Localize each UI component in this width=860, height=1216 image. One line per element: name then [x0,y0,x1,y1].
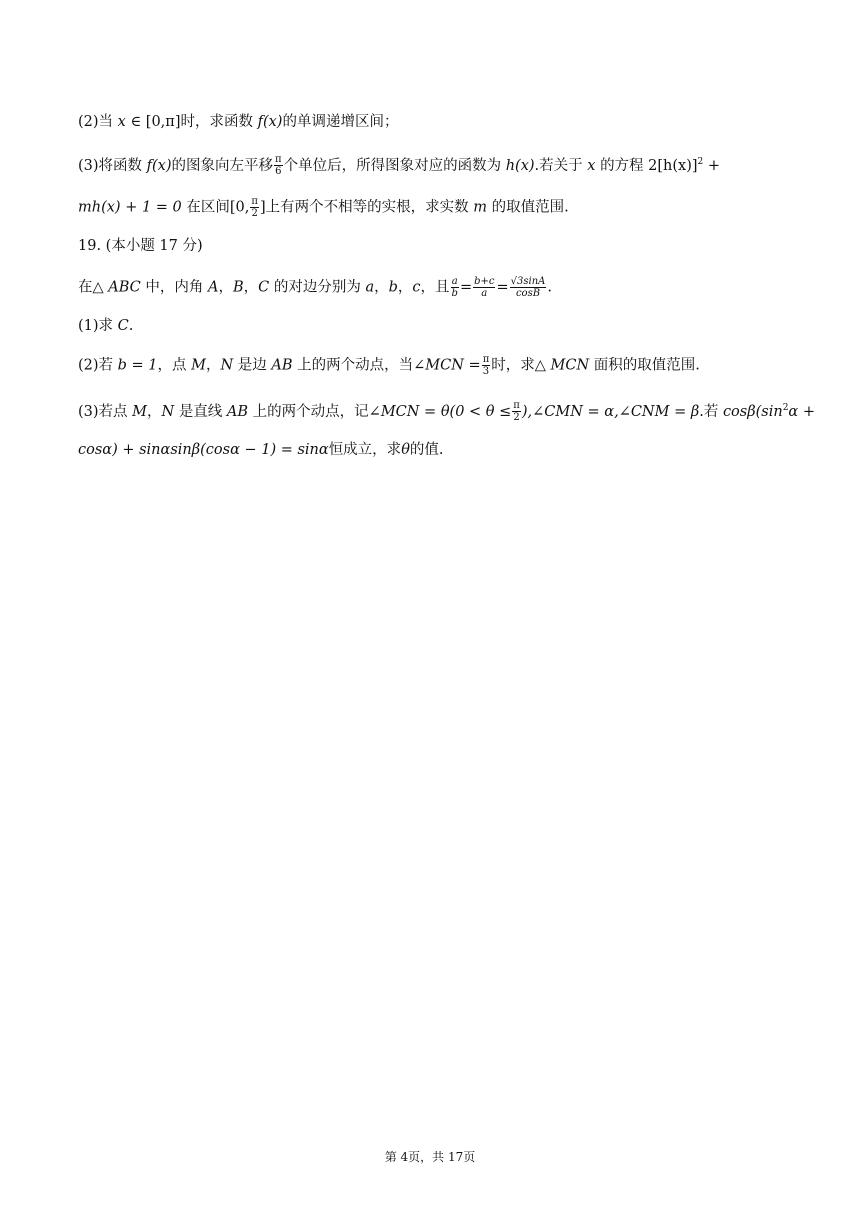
text: 的单调递增区间； [282,114,399,130]
text: 上的两个动点，当 [297,357,414,374]
q18-part2 [78,112,398,132]
page-footer: 第 4页，共 17页 [384,1150,476,1164]
text: + [707,157,721,174]
text: 时，求△ [491,357,546,374]
math: [0, [229,199,250,216]
text: 的值. [409,442,444,458]
math: cosβ(sin [722,403,783,420]
math: ∠MCN = θ(0 < θ ≤ [368,403,512,420]
math: 2[h(x)] [648,157,698,174]
text: (3)将函数 [78,157,143,174]
text: (2)若 [78,357,114,374]
q19-part3-line2 [78,440,444,460]
q19-part2 [78,354,700,377]
math: N [161,403,175,420]
fraction-pi-over-6: $\frac{\pi}{6}$ [275,154,282,178]
q19-heading: 19. (本小题 17 分) [78,238,203,254]
fraction-sqrt3sinA-over-cosB: $\frac{√3\sin A}{\cos B}$ [510,276,546,299]
math: = [459,279,473,296]
text: 上的两个动点，记 [252,403,369,420]
math: = [496,279,509,296]
fraction-pi-over-2: $\frac{\pi}{2}$ [251,196,258,219]
text: ， [147,403,162,420]
math: N [220,357,234,374]
math: θ [401,442,410,458]
q18-part3-line1 [78,152,720,177]
math: M [132,403,148,420]
text: ， [397,279,413,296]
q19-part1 [78,316,133,336]
math: a [365,279,375,296]
text: 上有两个不相等的实根，求实数 [265,199,469,216]
math: AB [226,403,249,420]
text: ， [243,279,259,296]
text: 个单位后，所得图象对应的函数为 [283,157,502,174]
math: cosα) + sinαsinβ(cosα − 1) = sinα [78,442,329,458]
fraction-pi-over-2: $\frac{\pi}{2}$ [513,400,520,424]
math: x [117,114,126,130]
text: 的取值范围. [491,199,569,216]
math: C [117,318,129,334]
math: x [587,157,596,174]
math: ∠MCN = [413,357,481,374]
text: .若 [699,403,719,420]
text: ， [206,357,221,374]
text: 的方程 [600,157,644,174]
text: ，点 [157,357,187,374]
text: 的图象向左平移 [171,157,274,174]
math: ABC [108,279,141,296]
text: 是边 [237,357,267,374]
fraction-bc-over-a: $\frac{b+c}{a}$ [474,276,495,299]
fraction-pi-over-3: $\frac{\pi}{3}$ [482,354,490,377]
math: ] [259,199,266,216]
math: ),∠CMN = α,∠CNM = β [521,403,700,420]
text: 时，求函数 [180,114,253,130]
math: f(x) [146,157,172,174]
text: (1)求 [78,318,114,334]
math: m [473,199,487,216]
text: 的对边分别为 [273,279,361,296]
math: f(x) [257,114,283,130]
math: c [412,279,421,296]
text: (2)当 [78,114,114,130]
text: 在区间 [186,199,230,216]
math: MCN [550,357,590,374]
math: AB [271,357,293,374]
text: 中，内角 [145,279,204,296]
text: . [547,279,552,296]
math: h(x) [505,157,535,174]
text: (3)若点 [78,403,128,420]
q18-part3-line2 [78,196,569,219]
fraction-a-over-b: $\frac{a}{b}$ [451,276,458,299]
text: ， [218,279,233,296]
math: mh(x) + 1 = 0 [78,199,182,216]
exponent: 2 [697,157,704,167]
math: A [207,279,219,296]
text: . [128,318,134,334]
text: .若关于 [534,157,583,174]
q19-part3-line1 [78,398,815,423]
math: C [258,279,270,296]
math: b [388,279,398,296]
text: 面积的取值范围. [593,357,700,374]
math: B [232,279,244,296]
text: ， [374,279,389,296]
text: 是直线 [178,403,223,420]
math: b = 1 [117,357,158,374]
math: α + [788,403,815,420]
text: 在△ [78,279,104,296]
q19-stem [78,276,552,299]
math: ∈ [0,π] [130,114,181,130]
math: M [191,357,206,374]
text: 恒成立，求 [328,442,402,458]
exponent: 2 [782,403,789,413]
text: ，且 [420,279,450,296]
